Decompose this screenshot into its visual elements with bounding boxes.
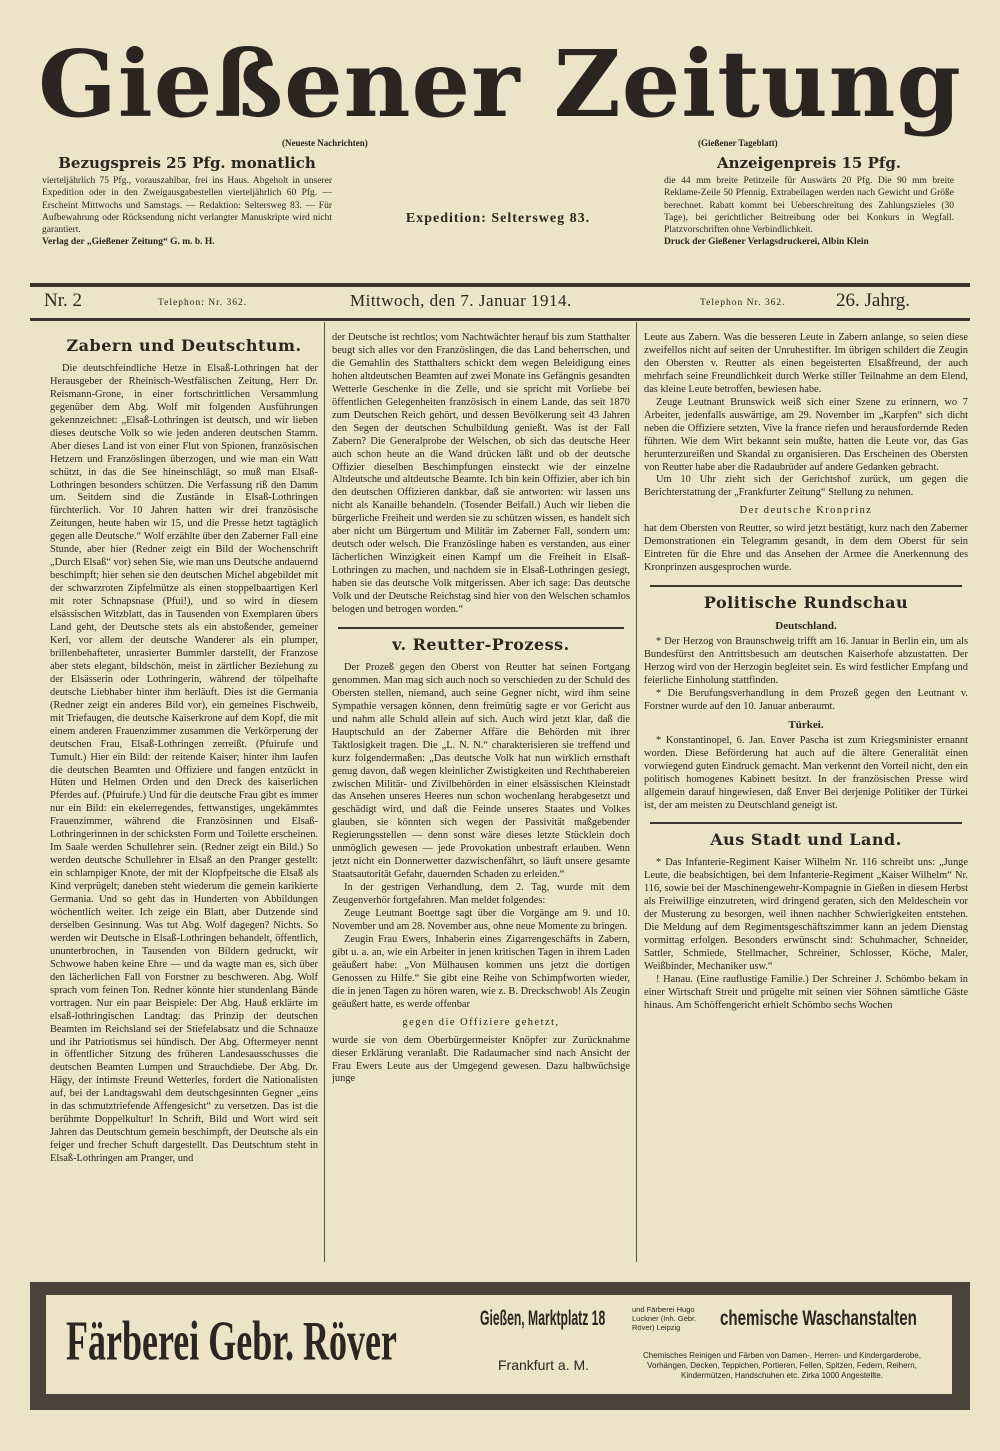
column-divider	[636, 322, 637, 1262]
subheading-kronprinz: Der deutsche Kronprinz	[739, 505, 873, 517]
subheading-turkey: Türkei.	[788, 718, 824, 731]
masthead-subtitle-left: (Neueste Nachrichten)	[282, 138, 368, 148]
volume-year: 26. Jahrg.	[836, 290, 911, 311]
article-paragraph: Um 10 Uhr zieht sich der Gerichtshof zurück, um gegen die Berichterstattung der „Frankfurter Zeitung“ Stellung zu nehmen.	[644, 474, 968, 499]
masthead-rule	[30, 283, 970, 287]
article-paragraph: wurde sie von dem Oberbürgermeister Knöpfer zur Zurücknahme dieser Erklärung veranlaßt. Die Radaumacher sind nach Ansicht der Frau Ewers Leute aus der Umgegend gewesen. Dazu halbwüchsige junge	[332, 1034, 630, 1085]
article-paragraph: hat dem Obersten von Reutter, so wird jetzt bestätigt, kurz nach den Zaberner Demonstrationen ein Telegramm gesandt, in dem dem Oberst für sein Eintreten für die Ehre und das Ansehen der Armee die Anerkennung des Kronprinzen ausgesprochen wurde.	[644, 523, 968, 574]
masthead-title: Gießener Zeitung	[38, 30, 962, 138]
article-paragraph: Die deutschfeindliche Hetze in Elsaß-Lothringen hat der Herausgeber der Rheinisch-Westfälischen Zeitung, Herr Dr. Reismann-Grone, in einer fortschrittlichen Versammlung gegenüber dem Abg. Wolf mit folgenden Ausführungen gekennzeichnet: „Elsaß-Lothringen ist deutsch, und wir lieben dieses deutsche Volk so wie jeden anderen deutschen Stamm. Aber dieses Land ist von einer Flut von Spionen, französischen Hetzern und Französlingen überzogen, und wie man ein Watt schützt, in das die See hineinschlägt, so muß man Elsaß-Lothringen besonders schützen. Die Verfassung riß den Damm um. Seitdem sind die Zustände in Elsaß-Lothringen fürchterlich. Vor 10 Jahren hatten wir drei französische Zeitungen, heute haben wir 15, und die Presse hetzt tagtäglich gegen alle Deutsche.“ Wolf erzählte über den Zaberner Fall eine Stunde, aber hier (Redner zeigt ein Bild der Wochenschrift „Durch Elsaß“ vor) sehen Sie, wie man uns Deutsche andauernd beschimpft; hier sehen sie den deutschen Michel abgebildet mit der schwarzroten Zipfelmütze als einen stoppelbaartigen Kerl mit roter Schnapsnase (Pfui!), und so wird in diesem elsässischen Witzblatt, das in Tausenden von Exemplaren übers Land geht, der Deutsche stets als ein abstoßender, gemeiner Kerl, vor allem der deutsche Wanderer als ein plumper, brillenbehafteter, unrasierter Bummler darstellt, der Franzose aber stets elegant, bildschön, meist in zärtlicher Beziehung zu der Elsässerin oder Lothringerin, während der tölpelhafte deutsche Liebhaber hinter ihm herläuft. Dies ist die Germania (Redner zeigt ein anderes Bild vor), ein gemeines Fischweib, mit Triefaugen, die deutsche Kaiserkrone auf dem Kopf, die mit einem anderen Frauenzimmer zusammen die Verkörperung der deutschen Frau, Elsaß-Lothringen zerreißt. (Pfuirufe und Tumult.) Hier ein Bild: der reitende Kaiser; hinter ihm laufen die deutschen Beamten und Offiziere und fangen entzückt in Hüten und Helmen Orden und den Dreck des kaiserlichen Pferdes auf. (Pfuirufe.) Und für die deutsche Frau gibt es immer nur ein Bild: ein ekelerregendes, fettwanstiges, ungekämmtes Frauenzimmer, während die Französinnen und Elsaß-Lothringerinnen in der schicksten Form und Toilette erscheinen. Im Saale werden Schullehrer sein. (Redner zeigt ein Bild.) So werden deutsche Schullehrer in Elsaß an den Pranger gestellt: ein schlampiger Knote, der mit der Klopfpeitsche die Elsaß als Kind verprügelt; daneben steht wiederum die gemein karikierte Germania. Und so geht das in Hunderten von Abbildungen wöchentlich weiter. Ich zeige ein Blatt, aber Dutzende sind derselben Gesinnung. Was tut Abg. Wolf dagegen? Nichts. So werden wir Deutsche in Elsaß-Lothringen behandelt, öffentlich, ununterbrochen, in Tausenden von Bildern gedruckt, wir Schwowe haben keine Ehre — und da wagte man es, sich über den lächerlichen Fall von Forstner zu beschweren. Abg. Wolf sprach vom feinen Ton. Redner könnte hier stundenlang Bände vortragen. Nur ein paar Beispiele: Der Abg. Hauß erklärte im elsaß-lothringischen Landtag: das Prinzip der deutschen Beamten im Reichsland sei der Stiefelabsatz und die Schnauze und ihr Patriotismus sei hündisch. Der Abg. Oftermeyer nennt in öffentlicher Sitzung des früheren Landesausschusses die deutschen Beamten Lumpen und Strauchdiebe. Der Abg. Dr. Hägy, der intimste Freund Wetterles, fordert die Nationalisten auf, bei der Landtagswahl dem deutschgesinnten Gegner „eins in das schmutztriefende Affengesicht“ zu versetzen. Das ist die berühmte Doppelkultur! In Schrift, Bild und Wort wird seit Jahren das Deutschtum gemein beschimpft, der Deutsche als ein feiger und frecher Schuft dargestellt. Das Deutschtum steht in Elsaß-Lothringen am Pranger, und	[50, 362, 318, 1165]
ad-city: Gießen, Marktplatz 18	[480, 1307, 606, 1330]
news-item: * Der Herzog von Braunschweig trifft am 16. Januar in Berlin ein, um als Bundesfürst den Antrittsbesuch am deutschen Kaiserhofe abzustatten. Der Herzog wird von der Herzogin begleitet sein. Es wird festlicher Empfang und feierliche Einholung stattfinden.	[644, 636, 968, 686]
column-1	[50, 332, 318, 1260]
news-item: ! Hanau. (Eine rauflustige Familie.) Der Schreiner J. Schömbo bekam in einer Wirtschaft Streit und prügelte mit seinen vier Söhnen sämtliche Gäste hinaus. Am Schöffengericht erhielt Schömbo sechs Wochen	[644, 973, 968, 1011]
article-paragraph: Zeuge Leutnant Brunswick weiß sich einer Szene zu erinnern, wo 7 Arbeiter, jedenfalls auswärtige, am 29. November im „Karpfen“ sich dicht neben die Offiziere setzten, Vive la france riefen und herausfordernde Reden führten. Wie dem Wirt bekannt sein mußte, hatten die Leute vor, das Gas herunterzureißen und Skandal zu organisieren. Das Erscheinen des Obersten von Reutter habe aber die Radaubrüder auf andere Gedanken gebracht.	[644, 396, 968, 473]
phone-right: Telephon Nr. 362.	[700, 298, 786, 308]
ad-chemical-laundry: chemische Waschanstalten	[720, 1307, 917, 1330]
section-divider	[338, 627, 624, 629]
article-title: Zabern und Deutschtum.	[66, 336, 302, 355]
article-title: v. Reutter-Prozess.	[392, 634, 570, 654]
column-divider	[324, 322, 325, 1262]
subscription-heading: Bezugspreis 25 Pfg. monatlich	[58, 154, 316, 172]
ad-company-name: Färberei Gebr. Röver	[66, 1309, 397, 1372]
advertisement	[30, 1282, 970, 1410]
subscription-info	[42, 154, 332, 249]
subheading-germany: Deutschland.	[775, 620, 837, 633]
section-title-rundschau: Politische Rundschau	[703, 593, 909, 613]
article-paragraph: Der Prozeß gegen den Oberst von Reutter hat seinen Fortgang genommen. Man mag sich auch noch so verschieden zu der Schuld des Obersten stellen, niemand, auch seine Gegner nicht, wird ihm seine Sympathie versagen können, denn freimütig sagte er vor Gericht aus und nahm alle Schuld allein auf sich. Auch wird jetzt klar, daß die Hauptschuld an der Zaberner Affäre die Behörden mit ihrer Taktlosigkeit tragen. Die „L. N. N.“ charakterisieren sie treffend und kurz folgendermaßen: „Das deutsche Volk hat nun wirklich ernsthaft genug davon, daß wegen kleinlicher Zwistigkeiten und Rechthabereien zwischen Militär- und Zivilbehörden in einer elsässischen Kleinstadt das Ansehen unseres Heeres nun schon wochenlang herabgesetzt und geschädigt wird, und daß die Feinde unseres Staates und Volkes glauben, sie könnten sich wegen der Passivität maßgebender Regierungsstellen — denn sonst wäre dieses letzte Stücklein doch unmöglich gewesen — jede Provokation unbestraft erlauben. Wenn jetzt nicht ein Donnerwetter dazwischenfährt, so läuft unsere gesamte Staatsautorität Gefahr, dauernden Schaden zu erleiden.“	[332, 661, 630, 881]
issue-number: Nr. 2	[44, 290, 82, 311]
section-divider	[650, 585, 962, 587]
article-paragraph: Zeuge Leutnant Boettge sagt über die Vorgänge am 9. und 10. November und am 28. November aus, ohne neue Momente zu bringen.	[332, 908, 630, 932]
advertising-text: die 44 mm breite Petitzeile für Auswärts 20 Pfg. Die 90 mm breite Reklame-Zeile 50 Pfennig. Extrabeilagen werden nach Gewicht und Größe berechnet. Rabatt kommt bei Ueberschreitung des Zahlungszieles (30 Tage), bei gerichtlicher Beitreibung oder bei Konkurs in Wegfall. Platzvorschriften ohne Verbindlichkeit.	[664, 176, 954, 236]
advertising-heading: Anzeigenpreis 15 Pfg.	[716, 154, 902, 172]
publisher: Verlag der „Gießener Zeitung“ G. m. b. H.	[42, 237, 215, 248]
expedition-address: Expedition: Seltersweg 83.	[405, 211, 591, 226]
centered-phrase: gegen die Offiziere gehetzt,	[402, 1016, 560, 1028]
news-item: * Konstantinopel, 6. Jan. Enver Pascha ist zum Kriegsminister ernannt worden. Diese Beförderung hat auch auf die ältere Generalität einen vorwiegend guten Eindruck gemacht. Man verkennt den Vorteil nicht, den ein politisch homogenes Kabinett besitzt. In der französischen Presse wird allgemein darauf hingewiesen, daß Enver Bei derjenige Politiker der Türkei ist, der am meisten zu Deutschland geneigt ist.	[644, 734, 968, 811]
article-paragraph: Leute aus Zabern. Was die besseren Leute in Zabern anlange, so seien diese zweifellos nicht auf seiten der Unruhestifter. Im übrigen schildert die Zeugin den Obersten v. Reutter als einen begeisterten Elsaßfreund, der auch mehrfach seine Freundlichkeit durch Werke stiller Teilnahme an dem Elend, das kleine Leute betroffen, bewiesen habe.	[644, 332, 968, 395]
advertisement-panel	[46, 1295, 952, 1394]
ad-branch: Frankfurt a. M.	[498, 1357, 590, 1373]
dateline	[30, 290, 970, 316]
section-title-local: Aus Stadt und Land.	[710, 830, 902, 850]
article-paragraph: Zeugin Frau Ewers, Inhaberin eines Zigarrengeschäfts in Zabern, gibt u. a. an, wie ein Arbeiter in jenen kritischen Tagen in ihrem Laden geäußert habe: „Von Mülhausen kommen uns jetzt die dortigen Genossen zu Hilfe.“ Sie gibt eine Reihe von Schimpfworten wieder, die in jenen Tagen zu hören waren, wie z. B. Dreckschwob! Als Zeugin geäußert hatte, es werde offenbar	[332, 933, 630, 1010]
dateline-rule	[30, 318, 970, 321]
column-2	[332, 332, 630, 1260]
printer: Druck der Gießener Verlagsdruckerei, Albin Klein	[664, 237, 869, 248]
issue-date: Mittwoch, den 7. Januar 1914.	[350, 291, 572, 310]
phone-left: Telephon: Nr. 362.	[158, 298, 248, 308]
news-item: * Die Berufungsverhandlung in dem Prozeß gegen den Leutnant v. Forstner wurde auf den 10. Januar anberaumt.	[644, 687, 968, 712]
section-divider	[650, 822, 962, 824]
ad-services: Chemisches Reinigen und Färben von Damen-, Herren- und Kindergarderobe, Vorhängen, Decken, Teppichen, Portieren, Fellen, Spitzen, Federn, Reihern, Kindermützen, Handschuhen etc. Zirka 1000 Angestellte.	[643, 1351, 921, 1380]
subscription-text: vierteljährlich 75 Pfg., vorauszahlbar, frei ins Haus. Abgeholt in unserer Expedition oder in den Zweigausgabestellen vierteljährlich 60 Pfg. — Erscheint Mittwochs und Samstags. — Redaktion: Seltersweg 83. — Für Aufbewahrung oder Rücksendung nicht verlangter Manuskripte wird nicht garantiert.	[42, 176, 332, 236]
news-item: * Das Infanterie-Regiment Kaiser Wilhelm Nr. 116 schreibt uns: „Junge Leute, die beabsichtigen, bei dem Infanterie-Regiment „Kaiser Wilhelm“ Nr. 116, sowie bei der Maschinengewehr-Kompagnie in Gießen in diesem Herbst als Freiwillige einzutreten, wird dringend geraten, sich den Meldeschein vor der Musterung zu besorgen, weil ihnen nachher Schwierigkeiten entstehen. Die Meldung auf dem Regimentsgeschäftszimmer kann an jedem Dienstag vormittag erfolgen. Besonders erwünscht sind: Schuhmacher, Schneider, Sattler, Schmiede, Stellmacher, Schreiner, Schlosser, Köche, Maler, Weißbinder, Mechaniker usw.“	[644, 857, 968, 973]
article-paragraph: In der gestrigen Verhandlung, dem 2. Tag, wurde mit dem Zeugenverhör fortgefahren. Man meldet folgendes:	[332, 882, 630, 907]
ad-leipzig: und Färberei Hugo Luckner (Inh. Gebr. Röver) Leipzig	[632, 1305, 697, 1332]
masthead-subtitle-right: (Gießener Tageblatt)	[698, 138, 778, 148]
column-3	[644, 332, 968, 1260]
advertising-info	[664, 154, 954, 249]
article-continuation: der Deutsche ist rechtlos; vom Nachtwächter herauf bis zum Statthalter beugt sich alles vor den Französlingen, die das Land beherrschen, und die Gemahlin des Statthalters schickt dem wegen Beleidigung eines hohen altdeutschen Beamten auf zwei Monate ins Gefängnis gesandten Wetterle Geschenke in die Zelle, und sie spricht mit Vorliebe bei öffentlichen Gelegenheiten französisch in einem Lande, das seit 1870 zum Deutschen Reich gehört, und dessen Bevölkerung seit 43 Jahren den Segen der deutschen Schulbildung genießt. Was ist der Fall Zabern? Die Generalprobe der Welschen, ob sich das deutsche Heer auch schon heute an die Wand drücken läßt und ob der deutsche Offizier dieselben Beschimpfungen einsteckt wie der einzelne Altdeutsche und altdeutsche Beamte. Ich bin kein Offizier, aber ich bin den deutschen Offizieren dankbar, daß sie antworten: wir lassen uns nicht als Kanaille behandeln. (Tosender Beifall.) Auch wir lieben die bürgerliche Freiheit und werden sie zu schützen wissen, es handelt sich aber nicht um Bürgertum und Militär im Zaberner Fall, sondern um: deutsch oder welsch. Die Französlinge haben es verstanden, aus einer lächerlichen Winzigkeit einen Kampf um die Freiheit in Elsaß-Lothringen zu machen, und nachdem sie in Elsaß-Lothringen gesiegt, haben sie das deutsche Volk mitgerissen. Aber ich sage: Das deutsche Volk und der Deutsche Reichstag sind hier von den Welschen schamlos belogen und betrogen worden.“	[332, 332, 630, 616]
